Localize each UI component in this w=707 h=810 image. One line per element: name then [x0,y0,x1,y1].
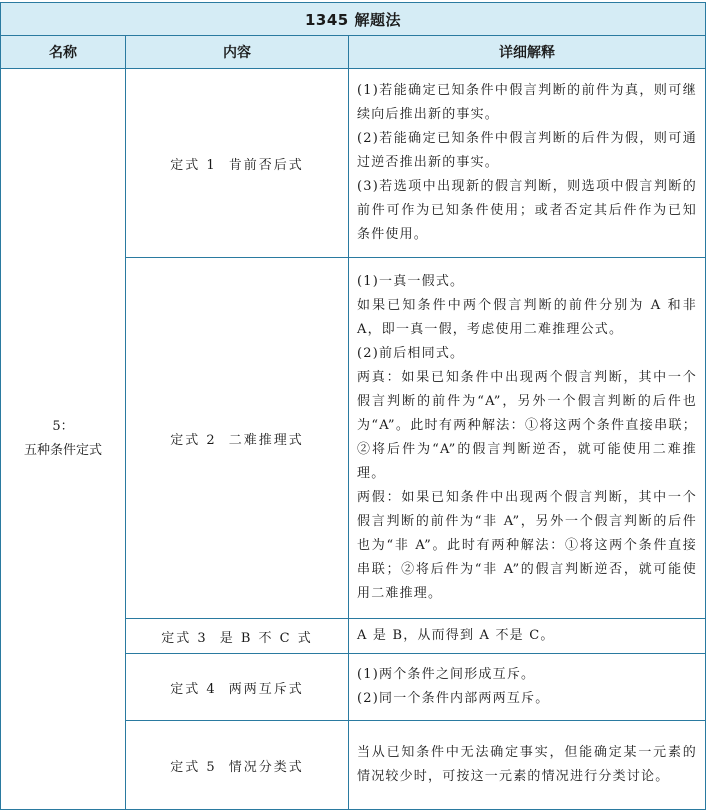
detail-text: 当从已知条件中无法确定事实，但能确定某一元素的情况较少时，可按这一元素的情况进行分类讨论。 [357,745,697,784]
detail-text: (1)两个条件之间形成互斥。 [357,667,536,682]
detail-cell [349,654,706,721]
header-name: 名称 [1,36,126,69]
pattern-name: 是 B 不 C 式 [219,630,313,646]
detail-text: (2)前后相同式。 [357,346,465,361]
detail-text: A 是 B，从而得到 A 不是 C。 [357,628,555,643]
detail-text: (2)若能确定已知条件中假言判断的后件为假，则可通过逆否推出新的事实。 [357,131,697,170]
pattern-cell [126,258,349,619]
detail-text: (3)若选项中出现新的假言判断，则选项中假言判断的前件可作为已知条件使用；或者否定其后件作为已知条件使用。 [357,179,697,242]
pattern-cell [126,654,349,721]
method-table [0,2,706,810]
detail-cell [349,69,706,258]
header-detail: 详细解释 [349,36,706,69]
detail-cell [349,721,706,810]
detail-text: 两真：如果已知条件中出现两个假言判断，其中一个假言判断的前件为“A”，另外一个假言判断的后件也为“A”。此时有两种解法：①将这两个条件直接串联；②将后件为“A”的假言判断逆否，就可能使用二难推理。 [357,370,697,481]
detail-text: (1)一真一假式。 [357,274,465,289]
pattern-name: 情况分类式 [228,759,304,775]
category-cell [1,69,126,810]
table-row [1,69,706,258]
detail-cell [349,619,706,654]
detail-text: 如果已知条件中两个假言判断的前件分别为 A 和非 A，即一真一假，考虑使用二难推理公式。 [357,298,697,337]
detail-text: 两假：如果已知条件中出现两个假言判断，其中一个假言判断的前件为“非 A”，另外一个假言判断的后件也为“非 A”。此时有两种解法：①将这两个条件直接串联；②将后件为“非 A”的假言判断逆否，就可能使用二难推理。 [357,490,697,601]
pattern-id: 定式 5 [170,759,217,775]
pattern-id: 定式 4 [170,681,217,697]
category-number: 5： [52,419,74,434]
detail-cell [349,258,706,619]
detail-text: (2)同一个条件内部两两互斥。 [357,691,550,706]
pattern-name: 肯前否后式 [228,157,304,173]
pattern-id: 定式 3 [161,630,208,646]
detail-text: (1)若能确定已知条件中假言判断的前件为真，则可继续向后推出新的事实。 [357,83,697,122]
pattern-id: 定式 2 [170,432,217,448]
pattern-name: 二难推理式 [228,432,304,448]
pattern-cell [126,619,349,654]
table-title: 1345 解题法 [1,3,706,36]
header-content: 内容 [126,36,349,69]
pattern-id: 定式 1 [170,157,217,173]
pattern-cell [126,721,349,810]
pattern-name: 两两互斥式 [228,681,304,697]
category-label: 五种条件定式 [23,443,102,458]
pattern-cell [126,69,349,258]
